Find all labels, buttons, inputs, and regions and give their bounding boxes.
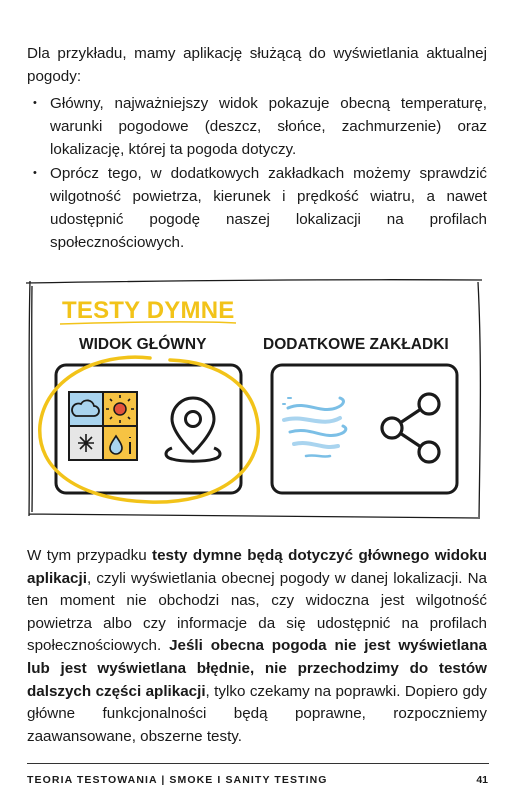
body-text-3: , tylko czekamy na poprawki. Dopiero gdy główne funkcjonalności będą poprawne, rozpoczniemy zaawansowane, obszerne testy.: [27, 682, 488, 745]
body-bold-2: Jeśli obecna pogoda nie jest wyświetlana lub jest wyświetlana błędnie, nie przechodzimy do testów dalszych części aplikacji: [27, 637, 487, 700]
body-bold-1: testy dymne będą dotyczyć głównego widoku aplikacji: [27, 547, 488, 587]
main-view-label: WIDOK GŁÓWNY: [79, 336, 207, 353]
smoke-test-figure: [0, 272, 512, 530]
running-footer: TEORIA TESTOWANIA | SMOKE I SANITY TESTING: [27, 774, 328, 786]
feature-list: [27, 92, 487, 255]
extra-tabs-label: DODATKOWE ZAKŁADKI: [263, 336, 449, 353]
page-number: 41: [476, 774, 488, 786]
list-item: • Oprócz tego, w dodatkowych zakładkach możemy sprawdzić wilgotność powietrza, kierunek i prędkość wiatru, a nawet udostępnić pogodę naszej lokalizacji na profilach społecznościowych.: [27, 162, 487, 254]
weather-grid-icon: [69, 392, 137, 460]
list-item: • Główny, najważniejszy widok pokazuje obecną temperaturę, warunki pogodowe (deszcz, słońce, zachmurzenie) oraz lokalizację, której ta pogoda dotyczy.: [27, 92, 487, 161]
body-text-2: , czyli wyświetlania obecnej pogody w danej lokalizacji. Na ten moment nie obchodzi nas, czy widoczna jest wilgotność powietrza albo czy informacje da się udostępnić na profilach społecznościowych.: [27, 569, 487, 655]
body-paragraph: [27, 545, 487, 748]
body-text-1: W tym przypadku: [27, 547, 153, 564]
footer-divider: [27, 763, 489, 764]
intro-paragraph: Dla przykładu, mamy aplikację służącą do wyświetlania aktualnej pogody:: [27, 45, 487, 85]
figure-title: TESTY DYMNE: [62, 297, 235, 324]
